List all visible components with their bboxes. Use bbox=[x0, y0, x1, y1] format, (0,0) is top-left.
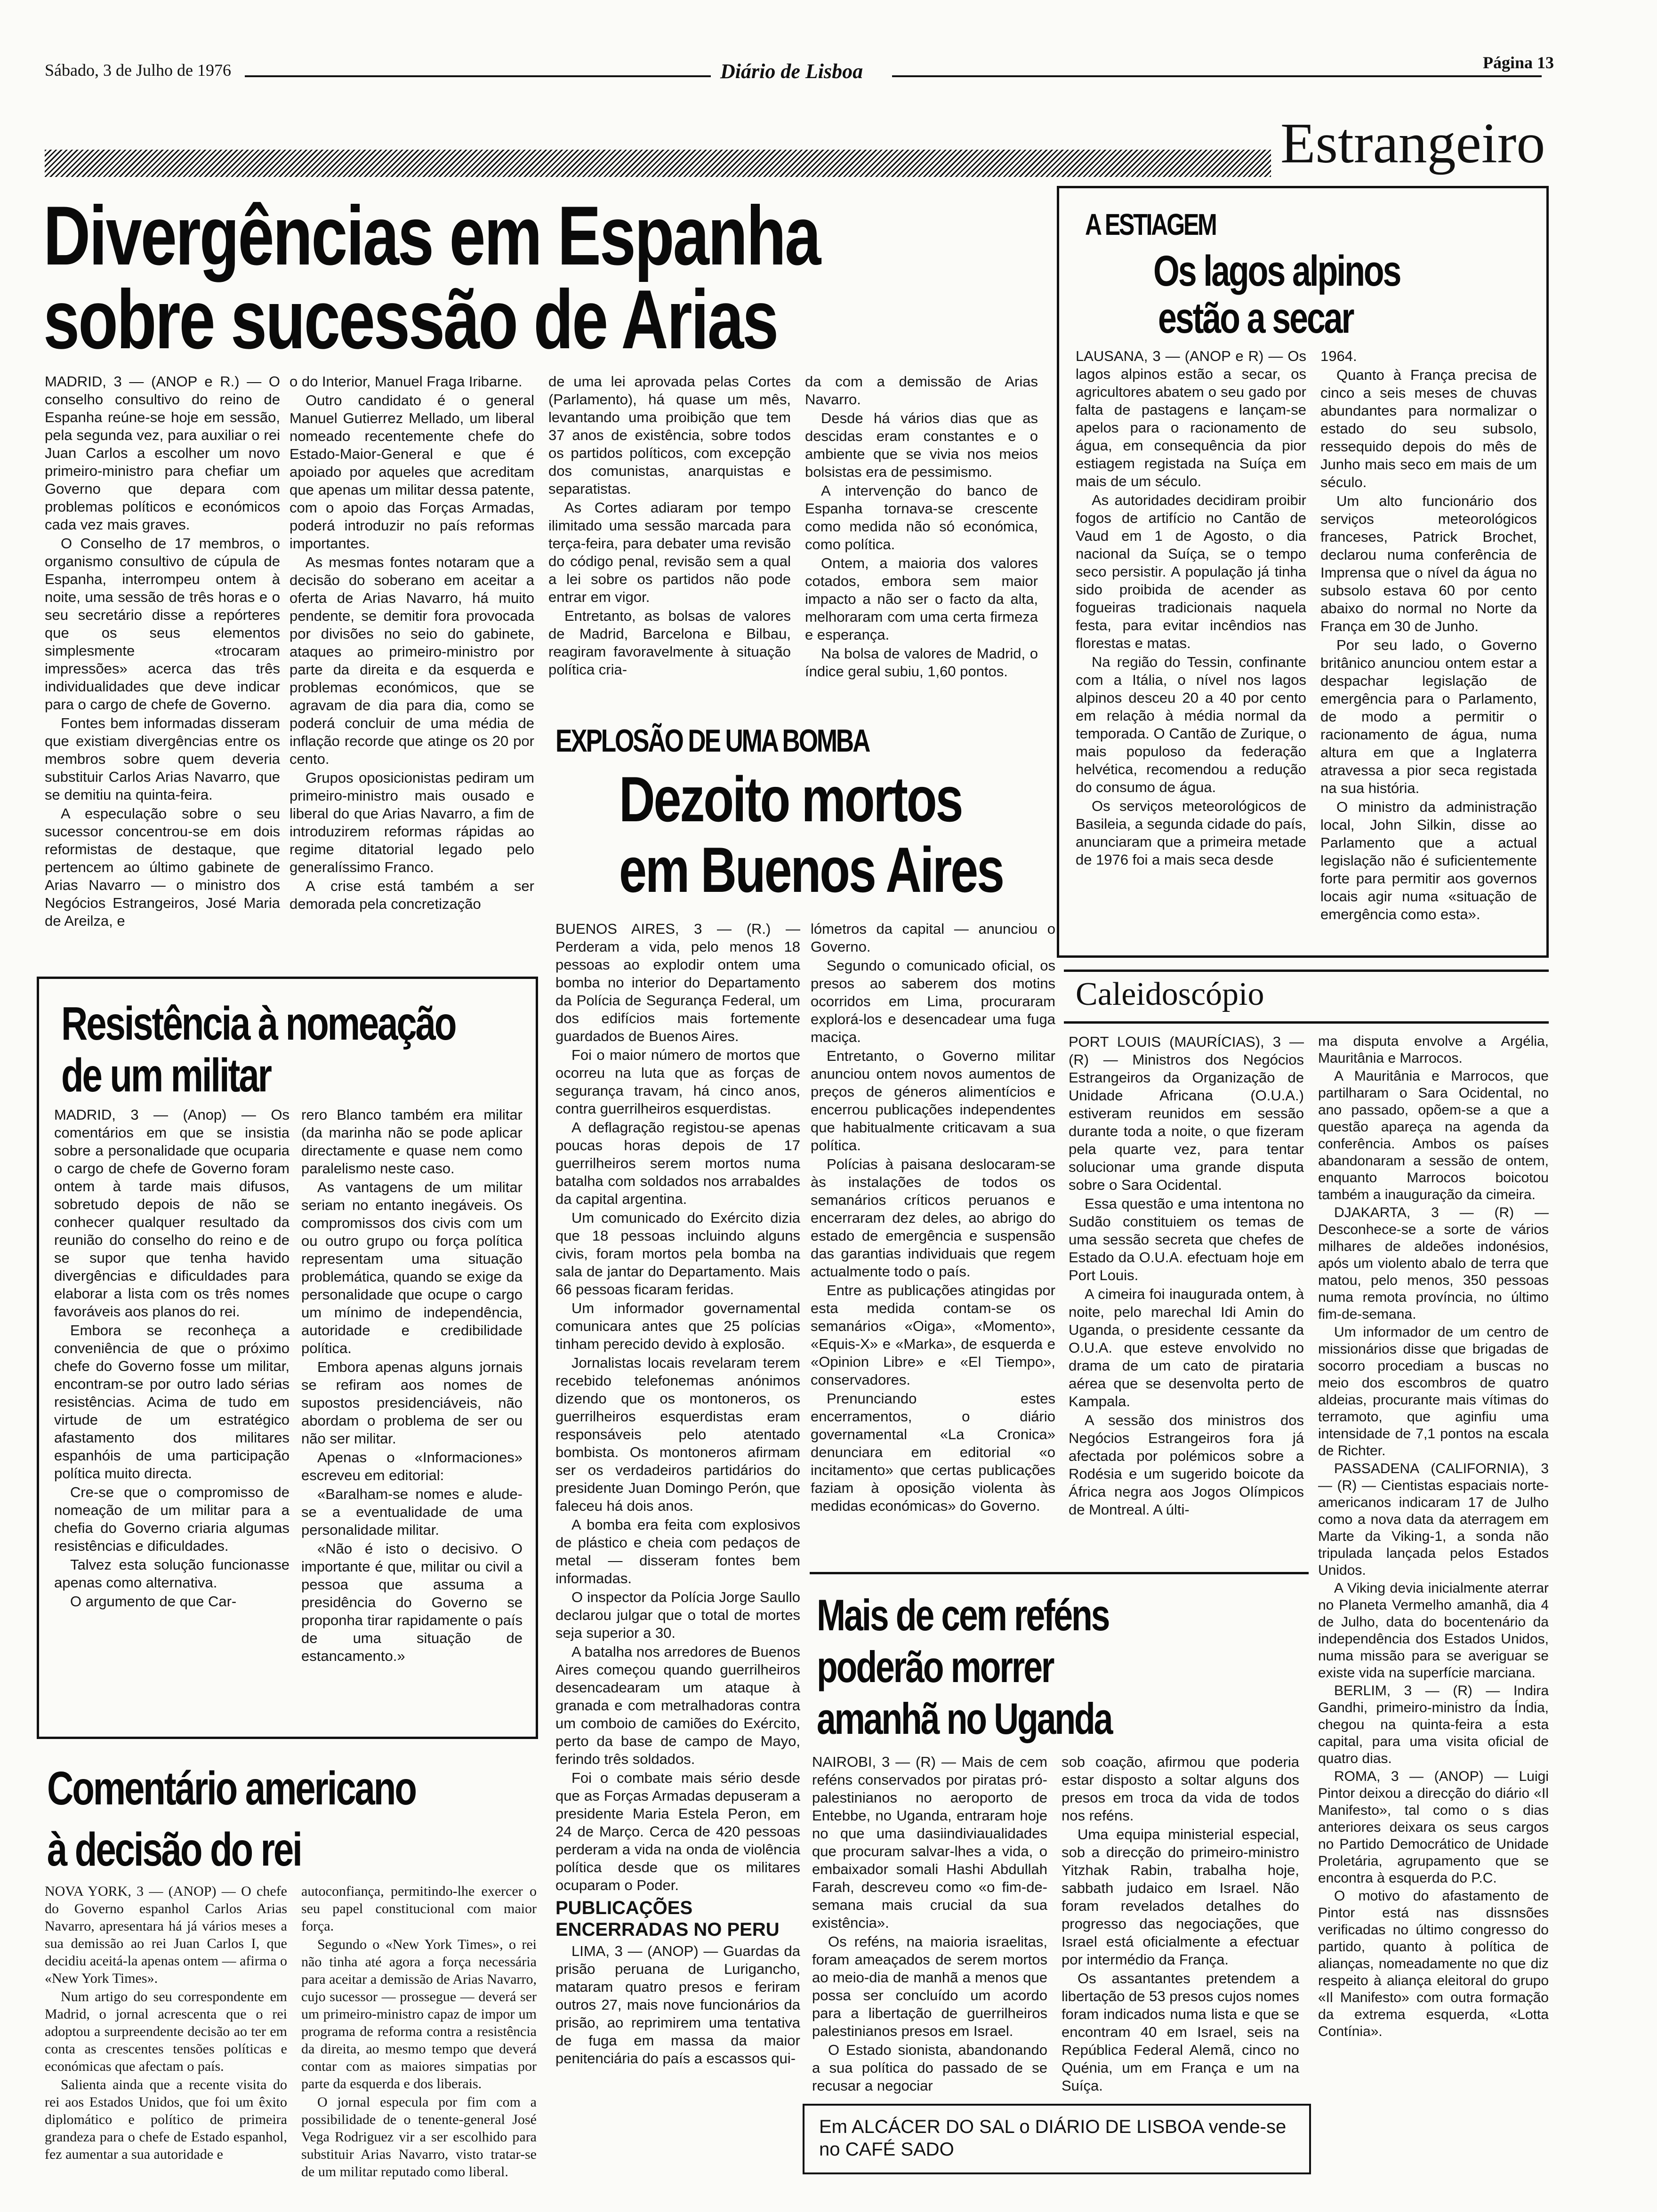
peru-subhead-1: PUBLICAÇÕES bbox=[555, 1898, 693, 1918]
paragraph: ma disputa envolve a Argélia, Mauritânia e Marrocos. bbox=[1318, 1034, 1549, 1066]
estiagem-kicker: A ESTIAGEM bbox=[1085, 208, 1216, 241]
paragraph: O motivo do afastamento de Pintor está nas dissnsões verificadas no último congresso do partido, quanto à política de alianças, nomeadamente no que diz respeito à aliança eleitoral do grupo «Il Manifesto» com outra formação da extrema esquerda, «Lotta Contínia». bbox=[1318, 1888, 1549, 2039]
paragraph: Num artigo do seu correspondente em Madrid, o jornal acrescenta que o rei adoptou a surpreendente decisão ao ter em conta as crescentes tensões políticas e económicas que afectam o país. bbox=[45, 1989, 287, 2074]
arias-headline-2: sobre sucessão de Arias bbox=[43, 272, 778, 366]
refens-top-rule bbox=[810, 1572, 1309, 1574]
paragraph: A intervenção do banco de Espanha tornava-se crescente como medida não só económica, como política. bbox=[805, 482, 1038, 553]
paragraph: As autoridades decidiram proibir fogos de artifício no Cantão de Vaud em 1 de Agosto, o dia nacional da Suíça, se o tempo seco persistir. A população já tinha sido proibida de acender as fogueiras tradicionais naquela festa, para evitar incêndios nas florestas e matas. bbox=[1076, 492, 1306, 651]
paragraph: PASSADENA (CALIFORNIA), 3 — (R) — Cientistas espaciais norte-americanos indicaram 17 de Julho como a nova data da aterragem em Marte da Viking-1, a sonda não tripulada lançada pelos Estados Unidos. bbox=[1318, 1461, 1549, 1578]
americano-headline-1: Comentário americano bbox=[47, 1762, 416, 1815]
paragraph: A Viking devia inicialmente aterrar no Planeta Vermelho amanhã, dia 4 de Julho, data do bocentenário da independência dos Estados Unidos, numa missão para se averiguar se existe vida na superfície marciana. bbox=[1318, 1580, 1549, 1681]
paragraph: de uma lei aprovada pelas Cortes (Parlamento), há quase um mês, levantando uma proibição que tem 37 anos de existência, sobre todos os partidos políticos, com excepção dos comunistas, anarquistas e separatistas. bbox=[548, 373, 791, 497]
paragraph: Na região do Tessin, confinante com a Itália, o nível nos lagos alpinos desceu 20 a 40 por cento em relação à média normal da temporada. O Cantão de Zurique, o mais populoso da federação helvética, recomendou a redução do consumo de água. bbox=[1076, 654, 1306, 795]
paragraph: 1964. bbox=[1320, 348, 1357, 364]
paragraph: A deflagração registou-se apenas poucas horas depois de 17 guerrilheiros serem mortos numa batalha com soldados nos arrabaldes da capital argentina. bbox=[555, 1119, 800, 1207]
estiagem-headline-1: Os lagos alpinos bbox=[1153, 247, 1400, 295]
paragraph: Uma equipa ministerial especial, sob a direcção do primeiro-ministro Yitzhak Rabin, trabalha hoje, sabbath judaico em Israel. Não foram revelados detalhes do progresso das negociações, que Israel está oficialmente a efectuar por intermédio da França. bbox=[1062, 1826, 1299, 1968]
americano-col-2 bbox=[301, 1883, 537, 2181]
paragraph: Essa questão e uma intentona no Sudão constituiem os temas de uma sessão secreta que chefes de Estado da O.U.A. efectuam hoje em Port Louis. bbox=[1069, 1195, 1304, 1283]
refens-headline-1: Mais de cem reféns bbox=[817, 1590, 1109, 1640]
promo-text: Em ALCÁCER DO SAL o DIÁRIO DE LISBOA vende-se no CAFÉ SADO bbox=[819, 2116, 1287, 2160]
militar-headline-1: Resistência à nomeação bbox=[61, 997, 456, 1050]
refens-headline-3: amanhã no Uganda bbox=[817, 1694, 1112, 1743]
paragraph: Talvez esta solução funcionasse apenas como alternativa. bbox=[54, 1556, 290, 1591]
paragraph: Ontem, a maioria dos valores cotados, embora sem maior impacto a não ser o facto da alta, melhoraram com uma certa firmeza e esperança. bbox=[805, 555, 1038, 643]
paragraph: A crise está também a ser demorada pela concretização bbox=[290, 878, 534, 912]
paragraph: O Conselho de 17 membros, o organismo consultivo de cúpula de Espanha, interrompeu ontem à noite, uma sessão de três horas e o seu secretário disse a repórteres que os seus elementos simplesmente «trocaram impressões» acerca das três individualidades que deve indicar para o cargo de chefe de Governo. bbox=[45, 535, 280, 713]
paragraph: Desde há vários dias que as descidas eram constantes e o ambiente que se vivia nos meios bolsistas era de pessimismo. bbox=[805, 410, 1038, 480]
americano-headline-2: à decisão do rei bbox=[47, 1823, 301, 1876]
paragraph: o do Interior, Manuel Fraga Iribarne. bbox=[290, 373, 523, 390]
paragraph: Na bolsa de valores de Madrid, o índice geral subiu, 1,60 pontos. bbox=[805, 645, 1038, 680]
arias-headline-1: Divergências em Espanha bbox=[43, 189, 820, 282]
paragraph: Polícias à paisana deslocaram-se às instalações de todos os semanários críticos peruanos e encerraram dez deles, ao abrigo do estado de emergência e suspensão das garantias individuais que regem actualmente todo o país. bbox=[811, 1156, 1055, 1280]
paragraph: lómetros da capital — anunciou o Governo. bbox=[811, 921, 1055, 955]
paragraph: A Mauritânia e Marrocos, que partilharam o Sara Ocidental, no ano passado, opõem-se a que a questão apareça na agenda da conferência. Ambos os países abandonaram a sessão de ontem, enquanto Marrocos boicotou também a inauguração da cimeira. bbox=[1318, 1068, 1549, 1202]
paragraph: A bomba era feita com explosivos de plástico e cheia com pedaços de metal — disseram fontes bem informadas. bbox=[555, 1516, 800, 1587]
issue-date: Sábado, 3 de Julho de 1976 bbox=[45, 61, 231, 80]
masthead-rule-right bbox=[892, 75, 1542, 77]
paragraph: Prenunciando estes encerramentos, o diário governamental «La Cronica» denunciara em editorial «o incitamento» que certas publicações faziam à oposição violenta às medidas económicas» do Governo. bbox=[811, 1390, 1055, 1514]
paragraph: Quanto à França precisa de cinco a seis meses de chuvas abundantes para normalizar o estado do seu subsolo, ressequido depois do mês de Junho mais seco em mais de um século. bbox=[1320, 367, 1537, 490]
paragraph: DJAKARTA, 3 — (R) — Desconhece-se a sorte de vários milhares de aldeões indonésios, após um violento abalo de terra que matou, pelo menos, 350 pessoas numa remota província, no último fim-de-semana. bbox=[1318, 1205, 1549, 1322]
masthead-rule-left bbox=[245, 75, 711, 77]
caleidoscopio-bottom-rule bbox=[1064, 1021, 1549, 1024]
paragraph: A cimeira foi inaugurada ontem, à noite, pelo marechal Idi Amin do Uganda, o presidente cessante da O.U.A. que esteve envolvido no drama de um cato de pirataria aérea que se desenvolta perto de Kampala. bbox=[1069, 1286, 1304, 1410]
bomba-kicker: EXPLOSÃO DE UMA BOMBA bbox=[555, 723, 869, 759]
estiagem-col-1 bbox=[1076, 347, 1306, 870]
militar-col-2 bbox=[301, 1106, 523, 1666]
paragraph: As mesmas fontes notaram que a decisão do soberano em aceitar a oferta de Arias Navarro, há muito pendente, se demitir fora provocada por divisões no seio do gabinete, ataques ao primeiro-ministro por parte da direita e da esquerda e problemas económicos, que se agravam de dia para dia, como se poderá concluir de uma média de inflação recorde que atinge os 20 por cento. bbox=[290, 554, 534, 767]
paragraph: Segundo o comunicado oficial, os presos ao saberem dos motins ocorridos em Lima, procuraram explorá-los e desencadear uma fuga maciça. bbox=[811, 957, 1055, 1045]
paragraph: autoconfiança, permitindo-lhe exercer o seu papel constitucional com maior força. bbox=[301, 1883, 537, 1934]
paragraph: A batalha nos arredores de Buenos Aires começou quando guerrilheiros desencadearam um ataque à granada e com metralhadoras contra um comboio de camiões do Exército, perto da base de campo de Mayo, ferindo três soldados. bbox=[555, 1643, 801, 1767]
paragraph: Os serviços meteorológicos de Basileia, a segunda cidade do país, anunciaram que a primeira metade de 1976 foi a mais seca desde bbox=[1076, 798, 1306, 868]
paragraph: ROMA, 3 — (ANOP) — Luigi Pintor deixou a direcção do diário «Il Manifesto», tal como o s dias anteriores deixara os seus cargos no Partido Democrático de Unidade Proletária, agrupamento que se encontra à esquerda do P.C. bbox=[1318, 1769, 1549, 1886]
paragraph: Embora apenas alguns jornais se refiram aos nomes de supostos presidenciáveis, não abordam o problema de ser ou não ser militar. bbox=[301, 1359, 523, 1447]
militar-headline-2: de um militar bbox=[61, 1049, 271, 1102]
newspaper-name: Diário de Lisboa bbox=[720, 60, 863, 83]
paragraph: Os assantantes pretendem a libertação de 53 presos cujos nomes foram indicados numa lista e que se encontram 40 em Israel, seis na República Federal Alemã, cinco no Quénia, um em França e um na Suíça. bbox=[1062, 1970, 1299, 2094]
caleidoscopio-col-1 bbox=[1069, 1033, 1304, 1520]
paragraph: Entretanto, as bolsas de valores de Madrid, Barcelona e Bilbau, reagiram favoravelmente à situação política cria- bbox=[548, 608, 791, 678]
paragraph: Salienta ainda que a recente visita do rei aos Estados Unidos, que foi um êxito diplomático e político de primeira grandeza para o chefe de Estado espanhol, fez aumentar a sua autoridade e bbox=[45, 2077, 287, 2162]
paragraph: Entre as publicações atingidas por esta medida contam-se os semanários «Oiga», «Momento», «Equis-X» e «Marka», de esquerda e «Opinion Libre» e «El Tiempo», conservadores. bbox=[811, 1282, 1055, 1388]
arias-col-4 bbox=[805, 373, 1038, 681]
refens-col-1 bbox=[812, 1753, 1047, 2096]
paragraph: LIMA, 3 — (ANOP) — Guardas da prisão peruana de Lurigancho, mataram quatro presos e feriram outros 27, mais nove funcionários da prisão, ao reprimirem uma tentativa de fuga em massa da maior penitenciária do país a escassos qui- bbox=[555, 1943, 800, 2067]
paragraph: Entretanto, o Governo militar anunciou ontem novos aumentos de preços de géneros alimentícios e encerrou publicações independentes que habitualmente criticavam a sua política. bbox=[811, 1048, 1055, 1154]
section-hatch-band bbox=[45, 150, 1271, 177]
paragraph: As vantagens de um militar seriam no entanto inegáveis. Os compromissos dos civis com um ou outro grupo ou força política representam uma situação problemática, quando se exige da personalidade que ocupe o cargo um mínimo de independência, autoridade e credibilidade política. bbox=[301, 1179, 523, 1356]
paragraph: MADRID, 3 — (Anop) — Os comentários em que se insistia sobre a personalidade que ocuparia o cargo de chefe de Governo foram ontem à tarde mais difusos, sobretudo depois de não se conhecer qualquer resultado da reunião do conselho do reino e de se supor que tenha havido divergências e dificuldades para elaborar a lista com os três nomes favoráveis aos planos do rei. bbox=[54, 1106, 290, 1320]
paragraph: Foi o maior número de mortos que ocorreu na luta que as forças de segurança travam, há cinco anos, contra guerrilheiros esquerdistas. bbox=[555, 1047, 800, 1117]
paragraph: Um informador governamental comunicara antes que 25 polícias tinham perecido devido à explosão. bbox=[555, 1300, 800, 1352]
refens-headline-2: poderão morrer bbox=[817, 1642, 1054, 1691]
paragraph: BERLIM, 3 — (R) — Indira Gandhi, primeiro-ministro da Índia, chegou na quinta-feira a esta capital, para uma visita oficial de quatro dias. bbox=[1318, 1683, 1549, 1766]
paragraph: NOVA YORK, 3 — (ANOP) — O chefe do Governo espanhol Carlos Arias Navarro, apresentara há já vários meses a sua demissão ao rei Juan Carlos I, que decidiu aceitá-la apenas ontem — afirma o «New York Times». bbox=[45, 1883, 287, 1986]
page-number: Página 13 bbox=[1483, 53, 1554, 72]
paragraph: Jornalistas locais revelaram terem recebido telefonemas anónimos dizendo que os montoneros, os guerrilheiros esquerdistas eram responsáveis pelo atentado bombista. Os montoneros afirmam ser os verdadeiros partidários do presidente Juan Domingo Perón, que faleceu há dois anos. bbox=[555, 1354, 800, 1514]
caleidoscopio-top-rule bbox=[1064, 970, 1549, 972]
paragraph: Fontes bem informadas disseram que existiam divergências entre os membros sobre quem deveria substituir Carlos Arias Navarro, que se demitiu na quinta-feira. bbox=[45, 715, 280, 803]
paragraph: Grupos oposicionistas pediram um primeiro-ministro mais ousado e liberal do que Arias Navarro, a fim de introduzirem reformas rápidas ao regime ditatorial legado pelo generalíssimo Franco. bbox=[290, 769, 534, 875]
paragraph: O inspector da Polícia Jorge Saullo declarou julgar que o total de mortes seja superior a 30. bbox=[555, 1589, 800, 1641]
paragraph: LAUSANA, 3 — (ANOP e R) — Os lagos alpinos estão a secar, os agricultores abatem o seu gado por falta de pastagens e lançam-se apelos para o racionamento de água, em consequência da pior estiagem registada na Suíça em mais de um século. bbox=[1076, 348, 1306, 489]
caleidoscopio-title: Caleidoscópio bbox=[1076, 976, 1264, 1012]
paragraph: BUENOS AIRES, 3 — (R.) — Perderam a vida, pelo menos 18 pessoas ao explodir ontem uma bomba no interior do Departamento da Polícia de Segurança Federal, um dos edifícios mais fortemente guardados de Buenos Aires. bbox=[555, 921, 800, 1044]
paragraph: MADRID, 3 — (ANOP e R.) — O conselho consultivo do reino de Espanha reúne-se hoje em sessão, pela segunda vez, para auxiliar o rei Juan Carlos a escolher um novo primeiro-ministro para chefiar um Governo que depara com problemas políticos e económicos cada vez mais graves. bbox=[45, 373, 280, 533]
paragraph: Um informador de um centro de missionários disse que brigadas de socorro procediam a buscas no meio dos escombros de quatro aldeias, procurante mais vítimas do terramoto, que aginfiu uma intensidade de 7,1 pontos na escala de Richter. bbox=[1318, 1324, 1549, 1459]
paragraph: O argumento de que Car- bbox=[70, 1593, 237, 1610]
paragraph: Por seu lado, o Governo britânico anunciou ontem estar a despachar legislação de emergência para o Parlamento, de modo a permitir o racionamento de água, numa altura em que a Inglaterra atravessa a pior seca registada na sua história. bbox=[1320, 637, 1537, 796]
paragraph: Um comunicado do Exército dizia que 18 pessoas incluindo alguns civis, foram mortos pela bomba na sala de jantar do Departamento. Mais 66 pessoas ficaram feridas. bbox=[555, 1210, 800, 1298]
paragraph: Outro candidato é o general Manuel Gutierrez Mellado, um liberal nomeado recentemente chefe do Estado-Maior-General e que é apoiado por aqueles que acreditam que apenas um militar dessa patente, com o apoio das Forças Armadas, poderá introduzir no país reformas importantes. bbox=[290, 392, 534, 552]
paragraph: As Cortes adiaram por tempo ilimitado uma sessão marcada para terça-feira, para debater uma revisão do código penal, revisão sem a qual a lei sobre os partidos não pode entrar em vigor. bbox=[548, 499, 791, 605]
paragraph: Um alto funcionário dos serviços meteorológicos franceses, Patrick Brochet, declarou numa conferência de Imprensa que o nível da água no subsolo estava 60 por cento abaixo do normal no Norte da França em 30 de Junho. bbox=[1320, 493, 1537, 634]
paragraph: A especulação sobre o seu sucessor concentrou-se em dois reformistas de destaque, que pertencem ao último gabinete de Arias Navarro — o ministro dos Negócios Estrangeiros, José Maria de Areilza, e bbox=[45, 805, 280, 929]
paragraph: NAIROBI, 3 — (R) — Mais de cem reféns conservados por piratas pró-palestinianos no aeroporto de Entebbe, no Uganda, entraram hoje no que uma dasiindiviaualidades que procuram salvar-lhes a vida, o embaixador somali Hashi Abdullah Farah, descreveu como «o fim-de-semana mais crucial da sua existência». bbox=[812, 1754, 1047, 1931]
paragraph: Segundo o «New York Times», o rei não tinha até agora a força necessária para aceitar a demissão de Arias Navarro, cujo sucessor — prossegue — deverá ser um primeiro-ministro capaz de impor um programa de reforma contra a resistência da direita, ao mesmo tempo que deverá contar com as maiores simpatias por parte da esquerda e dos liberais. bbox=[301, 1937, 537, 2092]
arias-col-2 bbox=[290, 373, 534, 914]
arias-col-1 bbox=[45, 373, 280, 931]
paragraph: Embora se reconheça a conveniência de que o próximo chefe do Governo fosse um militar, encontram-se por outro lado sérias resistências. Acima de tudo em virtude de um estratégico afastamento dos militares espanhóis de uma participação política muito directa. bbox=[54, 1322, 290, 1482]
paragraph: O Estado sionista, abandonando a sua política do passado de se recusar a negociar bbox=[812, 2042, 1047, 2094]
paragraph: «Baralham-se nomes e alude-se a eventualidade de uma personalidade militar. bbox=[301, 1486, 523, 1538]
estiagem-headline-2: estão a secar bbox=[1158, 294, 1353, 342]
peru-subhead-2: ENCERRADAS NO PERU bbox=[555, 1919, 780, 1940]
paragraph: rero Blanco também era militar (da marinha não se pode aplicar directamente e quase nem como paralelismo neste caso. bbox=[301, 1106, 523, 1177]
paragraph: Foi o combate mais sério desde que as Forças Armadas depuseram a presidente Maria Estela Peron, em 24 de Março. Cerca de 420 pessoas perderam a vida na onda de violência política desde que os militares ocuparam o Poder. bbox=[555, 1770, 800, 1893]
arias-col-3 bbox=[548, 373, 791, 680]
paragraph: Os reféns, na maioria israelitas, foram ameaçados de serem mortos ao meio-dia de manhã a menos que possa ser concluído um acordo para a libertação de guerrilheiros palestinianos presos em Israel. bbox=[812, 1933, 1047, 2039]
paragraph: da com a demissão de Arias Navarro. bbox=[805, 373, 1038, 408]
bomba-headline-1: Dezoito mortos bbox=[619, 763, 962, 835]
paragraph: O jornal especula por fim com a possibilidade de o tenente-general José Vega Rodriguez vir a ser escolhido para substituir Arias Navarro, visto tratar-se de um militar reputado como liberal. bbox=[301, 2094, 537, 2180]
caleidoscopio-col-2 bbox=[1318, 1033, 1549, 2041]
paragraph: O ministro da administração local, John Silkin, disse ao Parlamento que a actual legislação não é suficientemente forte para permitir aos governos locais agir numa «situação de emergência como esta». bbox=[1320, 799, 1537, 922]
militar-col-1 bbox=[54, 1106, 290, 1611]
estiagem-col-2 bbox=[1320, 347, 1537, 924]
section-title: Estrangeiro bbox=[1280, 112, 1545, 175]
americano-col-1 bbox=[45, 1883, 287, 2164]
paragraph: A sessão dos ministros dos Negócios Estrangeiros fora já afectada por polémicos sobre a Rodésia e um sugerido boicote da África negra aos Jogos Olímpicos de Montreal. A últi- bbox=[1069, 1412, 1304, 1518]
paragraph: Cre-se que o compromisso de nomeação de um militar para a chefia do Governo criaria algumas resistências e dificuldades. bbox=[54, 1484, 290, 1554]
paragraph: «Não é isto o decisivo. O importante é que, militar ou civil a pessoa que assuma a presidência do Governo se proponha tirar rapidamente o país de uma situação de estancamento.» bbox=[301, 1540, 523, 1664]
refens-col-2 bbox=[1062, 1753, 1299, 2096]
bomba-headline-2: em Buenos Aires bbox=[619, 834, 1003, 906]
paragraph: PORT LOUIS (MAURÍCIAS), 3 — (R) — Ministros dos Negócios Estrangeiros da Organização de Unidade Africana (O.U.A.) estiveram reunidos em sessão durante toda a noite, o que fizeram pela quarte vez, para tentar solucionar uma grande disputa sobre o Sara Ocidental. bbox=[1069, 1034, 1304, 1193]
bomba-col-2 bbox=[811, 920, 1055, 1516]
paragraph: sob coação, afirmou que poderia estar disposto a soltar alguns dos presos em troca da vida de todos nos reféns. bbox=[1062, 1754, 1299, 1824]
paragraph: Apenas o «Informaciones» escreveu em editorial: bbox=[301, 1449, 523, 1483]
bomba-col-1 bbox=[555, 920, 800, 2068]
